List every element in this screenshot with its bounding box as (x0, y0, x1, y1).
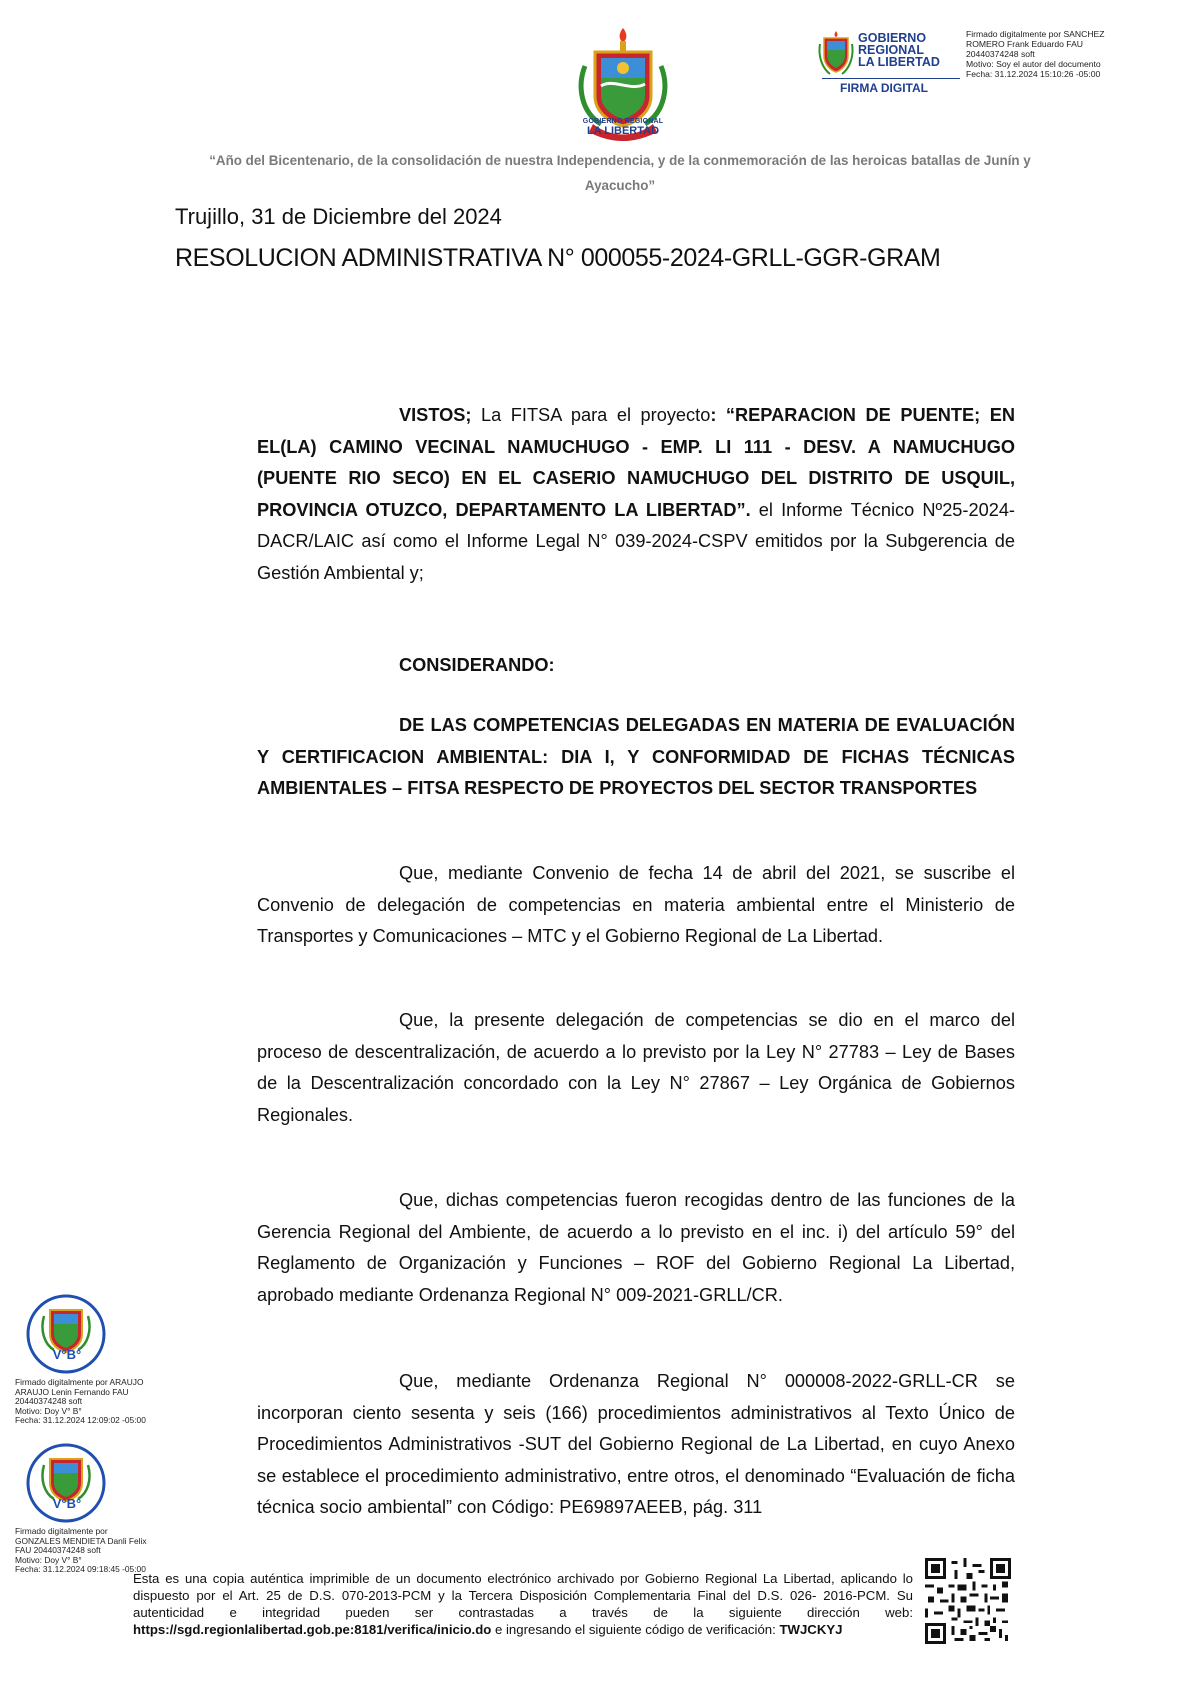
crest-caption-small: GOBIERNO REGIONAL (582, 118, 664, 125)
qr-code-icon (925, 1558, 1011, 1644)
place-date: Trujillo, 31 de Diciembre del 2024 (175, 204, 502, 229)
vistos-text-2: el Informe Técnico Nº25-2024-DACR/LAIC así como el Informe Legal N° 039-2024-CSPV emitidos por la Subgerencia de Gestión Ambiental y; (257, 499, 1015, 583)
signature-line: ARAUJO Lenin Fernando FAU (15, 1386, 129, 1397)
top-signature-info (966, 29, 1176, 79)
firma-digital-logo (818, 28, 968, 96)
footer-text: Esta es una copia auténtica imprimible de un documento electrónico archivado por Gobierno Regional La Libertad, aplicando lo dispuesto por el Art. 25 de D.S. 070-2013-PCM y la Tercera Disposición Complementaria Final del D.S. 026- 2016-PCM. Su autenticidad e integridad pueden ser contrastadas a través de la siguiente dirección web: (133, 1571, 913, 1620)
year-motto: “Año del Bicentenario, de la consolidación de nuestra Independencia, y de la conmemoración de las heroicas batallas de Junín y Ayacucho” (209, 153, 1031, 193)
vistos-text: La FITSA para el proyecto (471, 405, 711, 425)
signature-line: FAU 20440374248 soft (15, 1545, 101, 1556)
paragraph-1 (257, 858, 1015, 953)
verification-url[interactable]: https://sgd.regionlalibertad.gob.pe:8181/verifica/inicio.do (133, 1622, 492, 1637)
paragraph-3-text: Que, dichas competencias fueron recogidas dentro de las funciones de la Gerencia Regional del Ambiente, de acuerdo a lo previsto en el inc. i) del artículo 59° del Reglamento de Organización y Funciones – ROF del Gobierno Regional La Libertad, aprobado mediante Ordenanza Regional N° 009-2021-GRLL/CR. (257, 1190, 1015, 1305)
top-signature-line: Motivo: Soy el autor del documento (966, 59, 1101, 69)
vistos-paragraph (257, 400, 1015, 589)
top-signature-line: Firmado digitalmente por SANCHEZ (966, 29, 1105, 39)
vb-label: V°B° (52, 1347, 82, 1362)
vistos-label: VISTOS; (399, 405, 472, 425)
signature-line: Firmado digitalmente por ARAUJO (15, 1377, 144, 1387)
paragraph-2 (257, 1005, 1015, 1131)
firma-logo-line1: GOBIERNO (858, 31, 927, 45)
signature-line: Fecha: 31.12.2024 12:09:02 -05:00 (15, 1415, 146, 1426)
firma-logo-line2: REGIONAL (858, 43, 924, 57)
paragraph-1-text: Que, mediante Convenio de fecha 14 de abril del 2021, se suscribe el Convenio de delegación de competencias en materia ambiental entre el Ministerio de Transportes y Comunicaciones – MTC y el Gobierno Regional de La Libertad. (257, 863, 1015, 946)
crest-caption-big: LA LIBERTAD (586, 125, 660, 137)
considerando-heading (257, 650, 1015, 682)
top-signature-line: 20440374248 soft (966, 49, 1035, 59)
paragraph-3 (257, 1185, 1015, 1311)
vistos-project: “REPARACION DE PUENTE; EN EL(LA) CAMINO VECINAL NAMUCHUGO - EMP. LI 111 - DESV. A NAMUCHUGO (PUENTE RIO SECO) EN EL CASERIO NAMUCHUGO DEL DISTRITO DE USQUIL, PROVINCIA OTUZCO, DEPARTAMENTO LA LIBERTAD”. (257, 405, 1015, 520)
firma-logo-line3: LA LIBERTAD (858, 55, 940, 69)
firma-crest-icon (818, 30, 854, 76)
verification-code: TWJCKYJ (779, 1622, 843, 1637)
paragraph-4 (257, 1366, 1015, 1524)
paragraph-2-text: Que, la presente delegación de competencias se dio en el marco del proceso de descentralización, de acuerdo a lo previsto por la Ley N° 27783 – Ley de Bases de la Descentralización concordado con la Ley N° 27867 – Ley Orgánica de Gobiernos Regionales. (257, 1010, 1015, 1125)
vb-stamp-icon (26, 1443, 106, 1523)
signature-line: Motivo: Doy V° B° (15, 1554, 82, 1565)
footer-authenticity-note (133, 1570, 913, 1638)
signature-line: Firmado digitalmente por (15, 1526, 108, 1536)
top-signature-line: ROMERO Frank Eduardo FAU (966, 39, 1084, 49)
vb-signature-2 (15, 1527, 185, 1575)
paragraph-4-text: Que, mediante Ordenanza Regional N° 000008-2022-GRLL-CR se incorporan ciento sesenta y seis (166) procedimientos administrativos al Texto Único de Procedimientos Administrativos -SUT del Gobierno Regional de La Libertad, en cuyo Anexo se establece el procedimiento administrativo, entre otros, el denominado “Evaluación de ficha técnica socio ambiental” con Código: PE69897AEEB, pág. 311 (257, 1371, 1015, 1517)
signature-line: GONZALES MENDIETA Danli Felix (15, 1535, 147, 1546)
vb-stamp-icon (26, 1294, 106, 1374)
section-heading (257, 710, 1015, 805)
section-heading-text: DE LAS COMPETENCIAS DELEGADAS EN MATERIA DE EVALUACIÓN Y CERTIFICACION AMBIENTAL: DIA I, Y CONFORMIDAD DE FICHAS TÉCNICAS AMBIENTALES – FITSA RESPECTO DE PROYECTOS DEL SECTOR TRANSPORTES (257, 715, 1015, 798)
footer-text-2: e ingresando el siguiente código de verificación: (491, 1622, 780, 1637)
crest-caption (565, 118, 681, 137)
resolution-title: RESOLUCION ADMINISTRATIVA N° 000055-2024-GRLL-GGR-GRAM (175, 244, 941, 272)
vb-label: V°B° (52, 1496, 82, 1511)
top-signature-line: Fecha: 31.12.2024 15:10:26 -05:00 (966, 69, 1101, 79)
firma-logo-label: FIRMA DIGITAL (840, 81, 928, 95)
vistos-colon: : (710, 405, 717, 425)
vb-signature-1 (15, 1378, 185, 1426)
signature-line: Motivo: Doy V° B° (15, 1405, 82, 1416)
considerando-label: CONSIDERANDO: (399, 655, 555, 675)
signature-line: Fecha: 31.12.2024 09:18:45 -05:00 (15, 1564, 146, 1575)
signature-line: 20440374248 soft (15, 1396, 83, 1407)
